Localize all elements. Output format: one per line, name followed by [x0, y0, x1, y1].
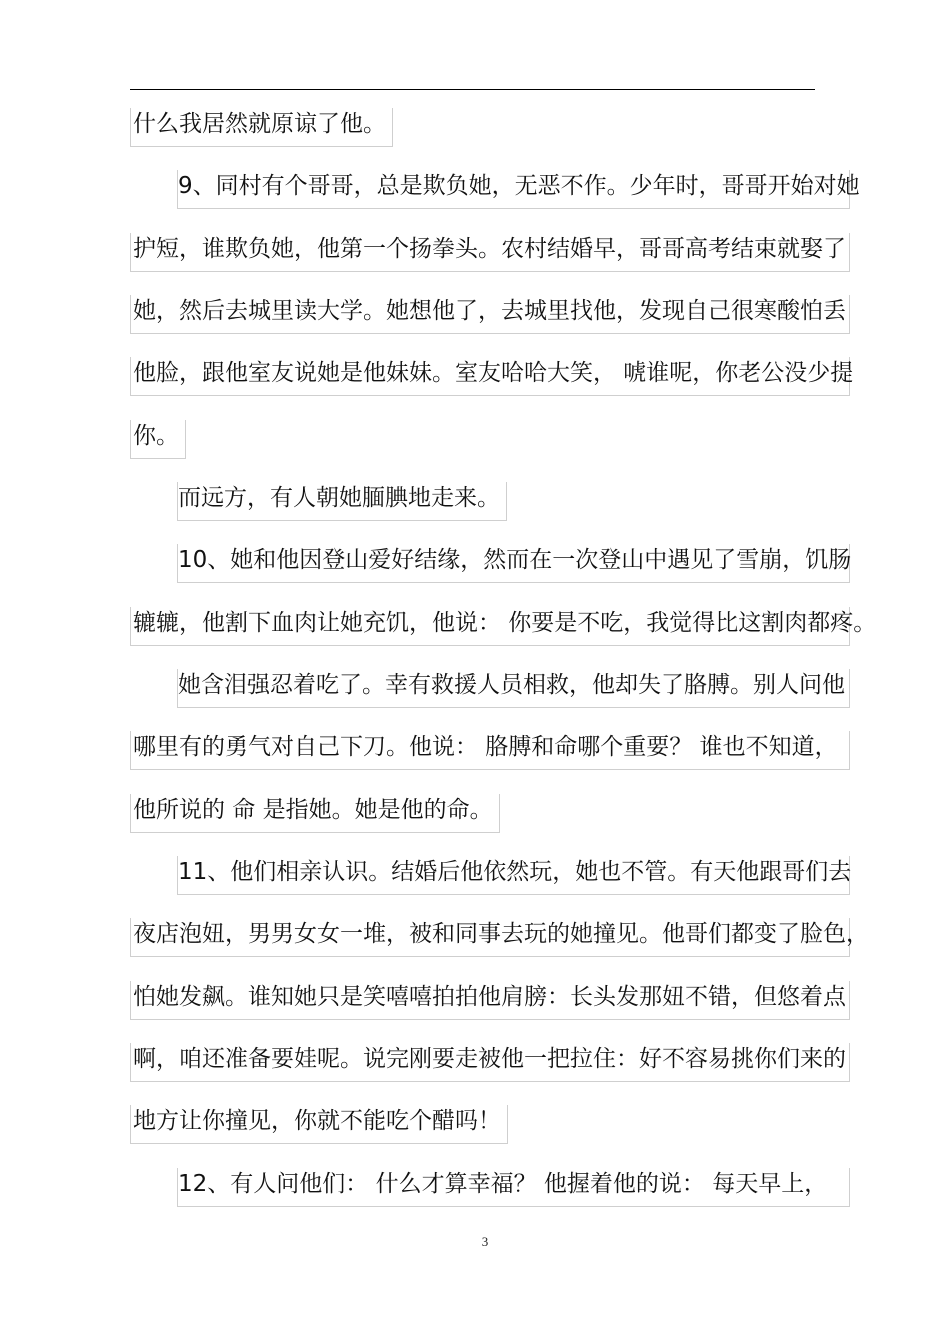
text-line: 她含泪强忍着吃了。幸有救援人员相救，他却失了胳膊。别人问他: [177, 669, 850, 708]
text-line: 而远方，有人朝她腼腆地走来。: [177, 482, 507, 521]
text-line: 怕她发飙。谁知她只是笑嘻嘻拍拍他肩膀：长头发那妞不错，但悠着点: [130, 981, 850, 1020]
text-line: 她，然后去城里读大学。她想他了，去城里找他，发现自己很寒酸怕丢: [130, 295, 850, 334]
text-line: 他脸，跟他室友说她是他妹妹。室友哈哈大笑， 唬谁呢，你老公没少提: [130, 357, 850, 396]
text-line: 啊，咱还准备要娃呢。说完刚要走被他一把拉住：好不容易挑你们来的: [130, 1043, 850, 1082]
text-line: 他所说的 命 是指她。她是他的命。: [130, 794, 500, 833]
text-line: 9、同村有个哥哥，总是欺负她，无恶不作。少年时，哥哥开始对她: [177, 170, 850, 209]
text-line: 护短，谁欺负她，他第一个扬拳头。农村结婚早，哥哥高考结束就娶了: [130, 233, 850, 272]
text-line: 你。: [130, 420, 186, 459]
text-line: 地方让你撞见，你就不能吃个醋吗！: [130, 1105, 508, 1144]
text-line: 11、他们相亲认识。结婚后他依然玩，她也不管。有天他跟哥们去: [177, 856, 850, 895]
header-rule: [130, 89, 815, 90]
text-line: 夜店泡妞，男男女女一堆，被和同事去玩的她撞见。他哥们都变了脸色，: [130, 918, 850, 957]
text-line: 10、她和他因登山爱好结缘，然而在一次登山中遇见了雪崩，饥肠: [177, 544, 850, 583]
text-line: 辘辘，他割下血肉让她充饥，他说： 你要是不吃，我觉得比这割肉都疼。: [130, 607, 850, 646]
text-line: 哪里有的勇气对自己下刀。他说： 胳膊和命哪个重要？ 谁也不知道，: [130, 731, 850, 770]
text-line: 12、有人问他们： 什么才算幸福？ 他握着他的说： 每天早上，: [177, 1168, 850, 1207]
text-line: 什么我居然就原谅了他。: [130, 108, 393, 147]
page-number: 3: [481, 1234, 489, 1249]
